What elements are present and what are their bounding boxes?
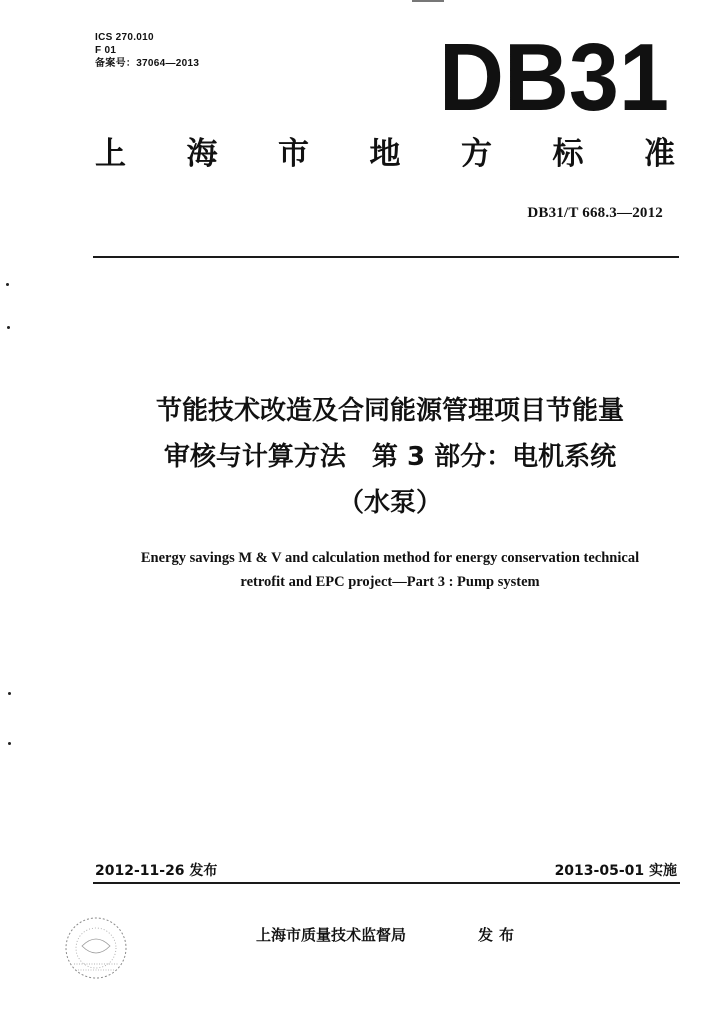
scan-artifact-dot: [7, 326, 10, 329]
title-char: 准: [644, 136, 675, 172]
footer-divider: [93, 882, 680, 884]
english-title-line-2: retrofit and EPC project—Part 3 : Pump system: [240, 574, 540, 590]
db31-logo: [438, 38, 670, 116]
ccs-code: F 01: [95, 45, 117, 56]
anti-counterfeit-seal-icon: [60, 912, 132, 984]
chinese-title-line-3: （水泵）: [337, 488, 442, 518]
standard-number: DB31/T 668.3—2012: [527, 205, 663, 221]
scan-artifact-dot: [6, 283, 9, 286]
classification-block: [95, 31, 199, 70]
logo-text: DB31: [439, 38, 669, 116]
scan-artifact-dot: [8, 692, 11, 695]
title-char: 市: [278, 136, 309, 172]
chinese-title-line-1: 节能技术改造及合同能源管理项目节能量: [155, 396, 624, 426]
standard-category-title: [95, 134, 675, 174]
header-divider: [93, 256, 679, 258]
title-char: 地: [369, 136, 401, 172]
english-title-line-1: Energy savings M & V and calculation method for energy conservation technical: [140, 550, 640, 566]
scan-artifact-dot: [8, 742, 11, 745]
ics-code: ICS 270.010: [95, 32, 154, 43]
title-char: 上: [95, 136, 126, 172]
title-char: 方: [461, 136, 492, 172]
issuing-agency: 上海市质量技术监督局: [256, 926, 407, 944]
scan-artifact-mark: [412, 0, 444, 2]
issue-date: 2012-11-26 发布: [95, 863, 218, 879]
implementation-date: 2013-05-01 实施: [554, 863, 677, 879]
title-char: 标: [552, 136, 584, 172]
issuing-action: 发布: [478, 926, 521, 944]
title-char: 海: [186, 136, 218, 172]
chinese-title-line-2: 审核与计算方法 第 3 部分：电机系统: [163, 442, 617, 472]
filing-number: 备案号：37064—2013: [95, 58, 200, 69]
